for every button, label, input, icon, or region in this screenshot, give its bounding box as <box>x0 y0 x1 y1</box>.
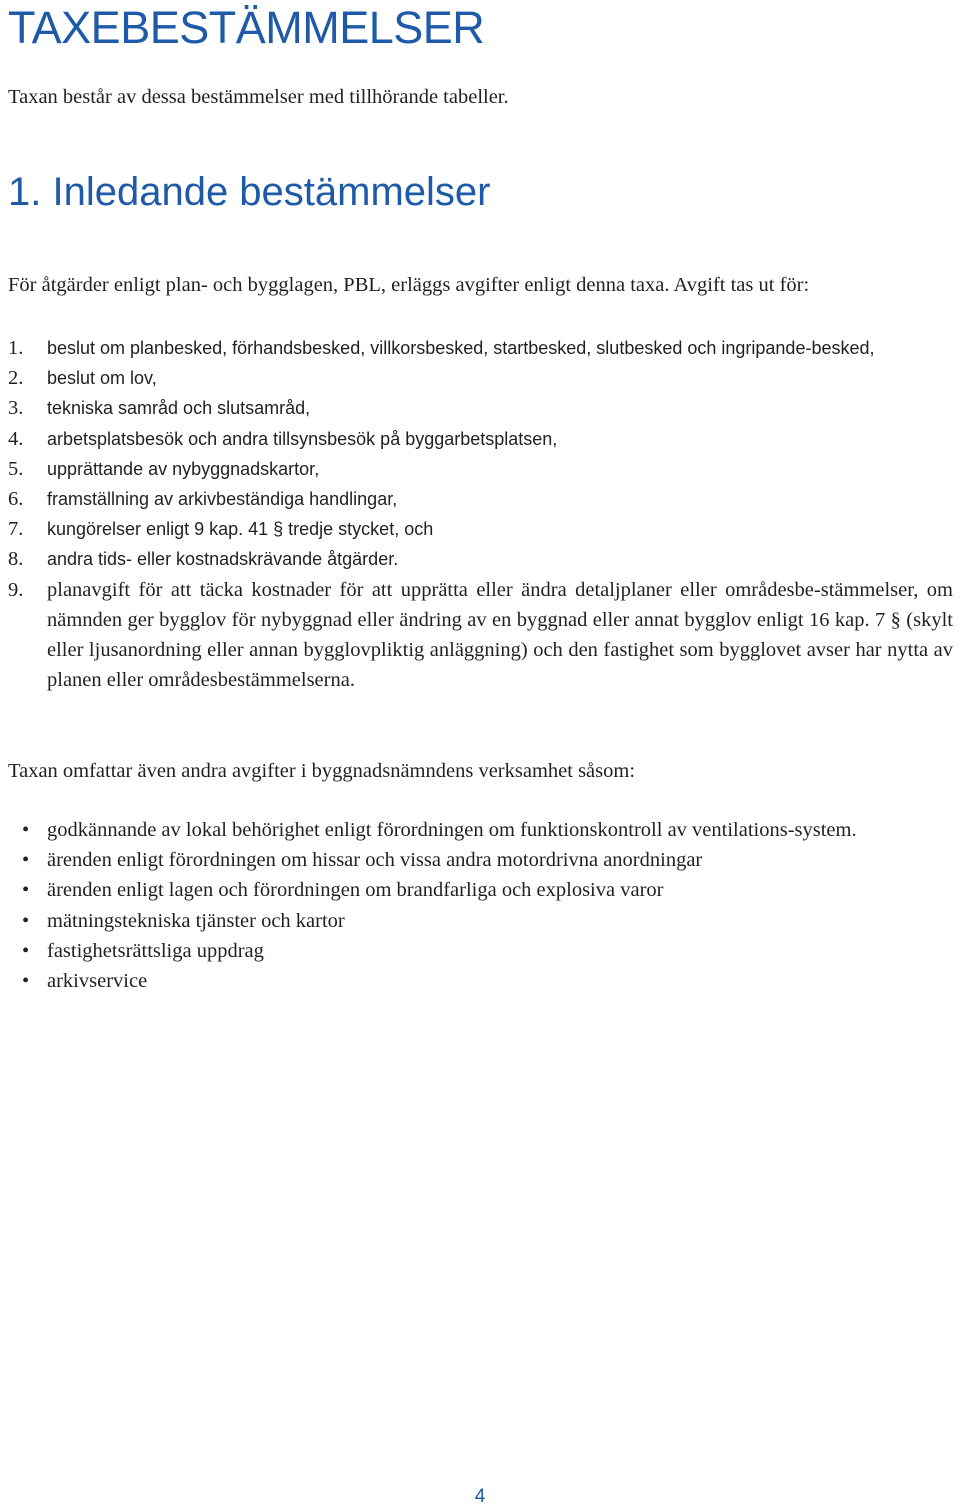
bullet-icon: • <box>22 819 30 841</box>
list-item-text: beslut om planbesked, förhandsbesked, villkorsbesked, startbesked, slutbesked och ingripande-besked, <box>47 338 875 358</box>
page-title: TAXEBESTÄMMELSER <box>8 2 485 53</box>
bullet-item <box>8 845 938 875</box>
bullet-item-text: godkännande av lokal behörighet enligt förordningen om funktionskontroll av ventilations-system. <box>47 819 857 841</box>
list-item <box>8 484 953 514</box>
intro-text: Taxan består av dessa bestämmelser med tillhörande tabeller. <box>8 86 509 108</box>
list-item-number: 3. <box>8 397 24 420</box>
list-item-number: 2. <box>8 367 24 390</box>
list-item-text: kungörelser enligt 9 kap. 41 § tredje stycket, och <box>47 519 434 540</box>
other-fees-list <box>8 815 938 996</box>
list-item-number: 9. <box>8 578 24 601</box>
list-item <box>8 514 953 544</box>
list-item-number: 7. <box>8 518 24 541</box>
list-item <box>8 363 953 393</box>
page-number: 4 <box>474 1486 486 1507</box>
bullet-item-text: fastighetsrättsliga uppdrag <box>47 939 264 962</box>
list-item-number: 6. <box>8 488 24 511</box>
list-item-text: arbetsplatsbesök och andra tillsynsbesök på byggarbetsplatsen, <box>47 428 558 449</box>
fees-intro-text: Taxan omfattar även andra avgifter i byggnadsnämndens verksamhet såsom: <box>8 760 636 782</box>
bullet-icon: • <box>22 970 30 993</box>
list-item <box>8 575 953 696</box>
list-item-number: 4. <box>8 427 24 450</box>
list-item-text: planavgift för att täcka kostnader för att upprätta eller ändra detaljplaner eller områdesbe-stämmelser, om nämnden ger bygglov för nybyggnad eller ändring av en byggnad eller annat bygglov enligt 16 kap. 7 § (skylt eller ljusanordning eller annan bygglovpliktig anläggning) och den fastighet som bygglovet avser har nytta av planen eller områdesbestämmelserna. <box>47 578 953 692</box>
bullet-item <box>8 875 938 905</box>
list-item-number: 8. <box>8 548 24 571</box>
list-item-text: tekniska samråd och slutsamråd, <box>47 398 311 419</box>
list-item <box>8 333 953 363</box>
list-item <box>8 544 953 574</box>
bullet-item-text: arkivservice <box>47 970 148 993</box>
fee-basis-list <box>8 333 953 695</box>
section-intro-text: För åtgärder enligt plan- och bygglagen, PBL, erläggs avgifter enligt denna taxa. Avgift tas ut för: <box>8 274 810 296</box>
bullet-item <box>8 966 938 996</box>
list-item-text: upprättande av nybyggnadskartor, <box>47 458 320 479</box>
bullet-icon: • <box>22 849 30 872</box>
list-item-text: andra tids- eller kostnadskrävande åtgärder. <box>47 549 399 570</box>
bullet-icon: • <box>22 909 30 932</box>
bullet-icon: • <box>22 939 30 962</box>
list-item-number: 1. <box>8 337 24 359</box>
bullet-item <box>8 815 938 845</box>
bullet-item-text: mätningstekniska tjänster och kartor <box>47 909 345 932</box>
bullet-item-text: ärenden enligt förordningen om hissar och vissa andra motordrivna anordningar <box>47 849 703 872</box>
list-item <box>8 454 953 484</box>
bullet-item-text: ärenden enligt lagen och förordningen om brandfarliga och explosiva varor <box>47 879 664 902</box>
list-item-text: beslut om lov, <box>47 368 157 389</box>
list-item-text: framställning av arkivbeständiga handlingar, <box>47 489 398 510</box>
list-item <box>8 424 953 454</box>
bullet-item <box>8 906 938 936</box>
section-heading: 1. Inledande bestämmelser <box>8 170 491 214</box>
list-item <box>8 393 953 423</box>
bullet-icon: • <box>22 879 30 902</box>
list-item-number: 5. <box>8 457 24 480</box>
bullet-item <box>8 936 938 966</box>
